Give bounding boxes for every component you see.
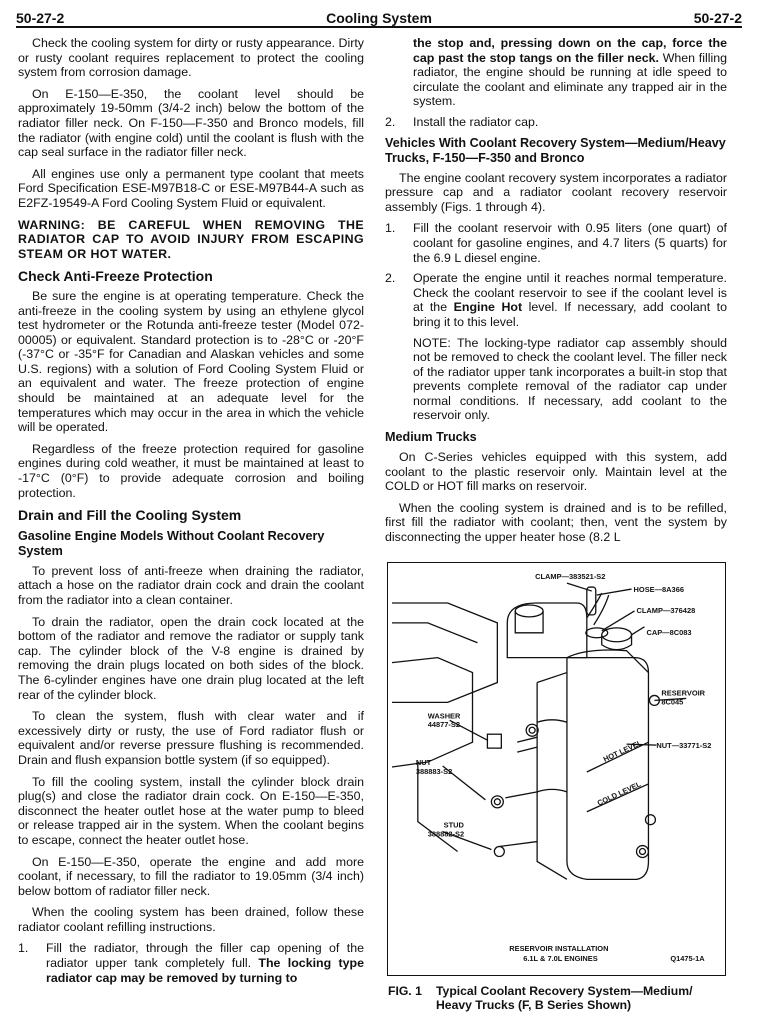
label-nut-1: NUT—33771-S2	[656, 741, 712, 751]
reservoir-diagram	[388, 563, 725, 975]
subsection-heading: Medium Trucks	[385, 430, 477, 445]
label-cap: CAP—8C083	[646, 627, 692, 637]
step-number: 1.	[18, 941, 29, 956]
right-column	[385, 36, 727, 552]
paragraph: To clean the system, flush with clear water and if excessively dirty or rusty, the use of Ford radiator flush or equivalent and/or reverse pressure flushing is recommended. Drain and flush expansion bottle system (if so equipped).	[18, 709, 364, 767]
note-text: NOTE: The locking-type radiator cap assembly should not be removed to check the coolant level. The filler neck of the radiator upper tank incorporates a built-in stop that prevents complete removal of the radiator cap under normal conditions. If necessary, add coolant to the reservoir only.	[413, 335, 727, 423]
label-reservoir-number: 8C045	[661, 697, 684, 707]
page-number-right: 50-27-2	[693, 10, 742, 26]
label-washer-number: 44877-S2	[427, 720, 461, 730]
step-text-plain: Operate the engine until it reaches normal temperature. Check the coolant reservoir to see if the coolant level is at the	[413, 271, 727, 315]
header-rule	[16, 26, 742, 28]
label-reservoir: RESERVOIR	[661, 688, 706, 698]
paragraph: On E-150—E-350, the coolant level should be approximately 19-50mm (3/4-2 inch) below the bottom of the radiator filler neck. On F-150—F-350 and Bronco models, fill the radiator (with engine cold) until the coolant is flush with the cap seal surface in the radiator filler neck.	[18, 86, 364, 160]
page-number-left: 50-27-2	[16, 10, 65, 26]
paragraph: To drain the radiator, open the drain cock located at the bottom of the radiator and remove the radiator or supply tank cap. The cylinder block of the V-8 engine is drained by removing the drain plugs located on both sides of the block. The 6-cylinder engines have one drain plug located at the left rear of the cylinder block.	[18, 614, 364, 702]
paragraph: Check the cooling system for dirty or rusty appearance. Dirty or rusty coolant requires replacement to protect the cooling system from corrosion damage.	[18, 36, 364, 80]
paragraph: All engines use only a permanent type coolant that meets Ford Specification ESE-M97B18-C or ESE-M97B44-A such as E2FZ-19549-A Ford Cooling System Fluid or equivalent.	[18, 166, 364, 210]
step-text-plain: level. If necessary, add coolant to bring it to this level.	[413, 300, 727, 329]
step-text-bold: Engine Hot	[453, 300, 523, 315]
step-text: Fill the coolant reservoir with 0.95 liters (one quart) of coolant for gasoline engines, and 4.7 liters (5 quarts) for the 6.9 L diesel engine.	[413, 221, 727, 265]
section-heading: Check Anti-Freeze Protection	[18, 268, 213, 285]
step-text	[46, 941, 364, 985]
figure-caption	[388, 984, 728, 1012]
label-washer: WASHER	[427, 711, 461, 721]
numbered-step-continued	[385, 36, 727, 109]
label-nut-2: NUT	[415, 758, 432, 768]
label-nut-2-number: 388883-S2	[415, 766, 453, 776]
step-text-plain: Fill the radiator, through the filler cap opening of the radiator upper tank completely full.	[46, 941, 364, 971]
paragraph: Regardless of the freeze protection required for gasoline engines during cold weather, it must be maintained at least to -17°C (0°F) to provide adequate corrosion and boiling protection.	[18, 441, 364, 500]
step-number: 2.	[385, 271, 396, 286]
numbered-step	[385, 271, 727, 329]
step-text	[413, 271, 727, 329]
paragraph: Be sure the engine is at operating temperature. Check the anti-freeze in the cooling system by using an ethylene glycol test hydrometer or the Rotunda anti-freeze tester (Model 072-00005) or equivalent. Standard protection is to -28°C or -20°F (-37°C or -35°F for Canadian and Alaskan vehicles and some U.S. regions) with a solution of Ford Cooling System Fluid or an equivalent and water. The freeze protection of engine should be maintained at an adequate level for the temperatures which may occur in the area in which the vehicle will be operated.	[18, 288, 364, 435]
paragraph: On C-Series vehicles equipped with this system, add coolant to the plastic reservoir only. Maintain level at the COLD or HOT fill marks on reservoir.	[385, 450, 727, 494]
label-cold-level: COLD LEVEL	[595, 779, 643, 808]
page-header	[16, 4, 742, 26]
subsection-heading: Vehicles With Coolant Recovery System—Medium/Heavy Trucks, F-150—F-350 and Bronco	[385, 135, 726, 165]
paragraph: The engine coolant recovery system incorporates a radiator pressure cap and a radiator coolant recovery reservoir assembly (Figs. 1 through 4).	[385, 170, 727, 214]
section-heading: Drain and Fill the Cooling System	[18, 507, 242, 524]
paragraph: To prevent loss of anti-freeze when draining the radiator, attach a hose on the radiator drain cock and drain the coolant from the radiator into a clean container.	[18, 563, 364, 607]
label-stud-number: 388882-S2	[427, 829, 465, 839]
section-title: Cooling System	[326, 10, 432, 26]
paragraph: To fill the cooling system, install the cylinder block drain plug(s) and close the radiator drain cock. On E-150—E-350, disconnect the heater outlet hose at the water pump to bleed or release trapped air in the system. When the coolant begins to escape, connect the heater outlet hose.	[18, 774, 364, 847]
step-number: 1.	[385, 221, 396, 236]
caption-text: Typical Coolant Recovery System—Medium/ Heavy Trucks (F, B Series Shown)	[436, 984, 693, 1012]
figure-title: RESERVOIR INSTALLATION	[509, 943, 609, 953]
paragraph: When the cooling system is drained and is to be refilled, first fill the radiator with coolant; then, vent the system by disconnecting the upper heater hose (8.2 L	[385, 500, 727, 545]
label-hot-level: HOT LEVEL	[601, 738, 644, 764]
left-column	[18, 36, 364, 991]
step-text-bold: the stop and, pressing down on the cap, force the cap past the stop tangs on the filler neck.	[413, 36, 727, 65]
numbered-step	[18, 941, 364, 985]
label-clamp-2: CLAMP—376428	[636, 605, 696, 615]
paragraph: On E-150—E-350, operate the engine and add more coolant, if necessary, to fill the radiator to 19.05mm (3/4 inch) below bottom of radiator filler neck.	[18, 854, 364, 898]
label-stud: STUD	[443, 820, 464, 830]
figure-reservoir-installation	[387, 562, 726, 976]
figure-code: Q1475-1A	[670, 953, 705, 963]
step-text: Install the radiator cap.	[413, 114, 539, 129]
paragraph: When the cooling system has been drained, follow these radiator coolant refilling instructions.	[18, 905, 364, 934]
numbered-step	[385, 115, 727, 130]
step-text-plain: When filling radiator, the engine should be running at idle speed to circulate the coolant and eliminate any trapped air in the system.	[413, 50, 728, 109]
warning-text: WARNING: BE CAREFUL WHEN REMOVING THE RADIATOR CAP TO AVOID INJURY FROM ESCAPING STEAM OR HOT WATER.	[18, 217, 364, 261]
step-number: 2.	[385, 114, 396, 129]
label-hose: HOSE—8A366	[633, 585, 684, 595]
subsection-heading: Gasoline Engine Models Without Coolant Recovery System	[18, 528, 325, 558]
figure-subtitle: 6.1L & 7.0L ENGINES	[523, 953, 598, 963]
numbered-step	[385, 221, 727, 265]
step-text-bold: The locking type radiator cap may be removed by turning to	[46, 956, 364, 985]
caption-label: FIG. 1	[388, 984, 422, 998]
label-clamp-1: CLAMP—383521-S2	[535, 572, 606, 582]
